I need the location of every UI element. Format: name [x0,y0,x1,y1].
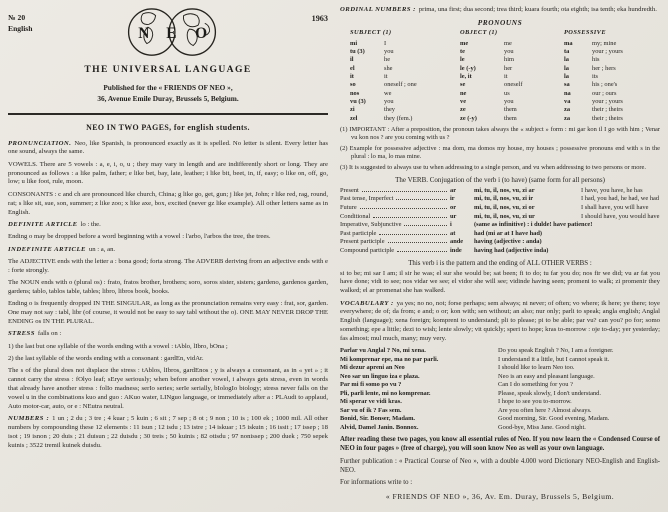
object-english: her [504,64,513,72]
subject-neo: tu (3) [350,48,365,55]
object-neo: le [460,56,465,64]
verb-translation: I shall have, you will have [581,204,649,212]
object-english: them [504,114,517,122]
object-english: it [504,72,508,80]
verb-forms: having had (adjective inda) [474,246,549,254]
paragraph-vocabulary [340,300,660,344]
dotted-leader [379,234,447,235]
verb-tense-label: Compound participle [340,246,395,254]
svg-text:N: N [138,24,150,42]
verb-row [340,195,660,204]
phrase-neo: Pli, parli lente, mi no komprenar. [340,389,431,397]
paragraph-ordinal-numbers [340,6,660,15]
publisher-address: 36, Avenue Emile Duray, Brussels 5, Belgium. [97,94,239,104]
possessive-english: their ; theirs [592,114,623,122]
section-text: The NOUN ends with o (plural os) : frato, fratos brother, brothers; soro, soros sister, sisters; gardeno, gardenos garden, gardens; tablo, tablos table, tables; libro, libros book, books. [8,279,328,295]
subject-english: they [384,106,396,114]
subject-english: you [384,97,394,105]
object-english: us [504,89,510,97]
verb-row [340,238,660,247]
possessive-neo: ma [564,39,573,47]
verb-tense-cell [340,221,450,230]
verb-tense-cell [340,230,450,239]
section-lead: DEFINITE ARTICLE [8,220,78,228]
paragraph [8,279,328,297]
two-column-layout [8,6,660,508]
pronouns-header-object: OBJECT (1) [460,29,498,37]
paragraph [8,258,328,276]
paragraph [8,221,328,230]
verb-row [340,204,660,213]
subject-english: she [384,64,393,72]
verb-pattern-note: This verb i is the pattern and the ending of ALL OTHER VERBS : [408,259,592,267]
edition-language: English [8,24,33,34]
subject-neo: zel [350,114,358,122]
section-lead: VOCABULARY : [340,299,394,307]
subject-neo: el [350,64,355,72]
phrase-english: Neo is an easy and pleasant language. [498,372,595,380]
section-lead: NUMBERS : [8,415,50,423]
section-text: 1 un ; 2 du ; 3 tre ; 4 kuar ; 5 kuin ; 6 sit ; 7 sep ; 8 ot ; 9 non ; 10 is ; 100 ek ; 1000 mil. All other numbers by compounding these 12 elements : 11 isun ; 12 isdu ; 13 istre ; 14 iskuar ; 15 iskuin ; 16 issit ; 17 issep ; 18 isot ; 19 isnon ; 20 duis ; 21 duisun ; 22 duisdu ; 30 treis ; 50 kuinis ; 82 otisdu ; 97 nonissep ; 200 duek ; 750 sepek kuinis ; 3522 tremil kuinek duisdu. [8,415,329,449]
phrase-english: I hope to see you to-morrow. [498,398,572,406]
page-title: THE UNIVERSAL LANGUAGE [84,64,252,75]
subject-neo: mi [350,39,358,47]
possessive-neo: la [564,56,569,64]
contact-address: « FRIENDS OF NEO », 36, Av. Em. Duray, Brussels 5, Belgium. [385,492,615,502]
possessive-english: your ; yours [592,48,623,55]
subject-neo: nos [350,89,360,97]
logo-letters [138,25,207,42]
possessive-neo: la [564,72,569,80]
verb-tense-cell [340,187,450,196]
object-neo: le (-y) [460,64,476,72]
possessive-english: her ; hers [592,64,616,72]
object-neo: te [460,48,465,55]
verb-ending: inde [450,246,462,254]
publisher-block [8,82,328,105]
pronouns-table [340,29,660,123]
section-lead: INDEFINITE ARTICLE [8,245,86,253]
possessive-neo: ta [564,48,570,55]
right-page-column [340,6,660,508]
paragraph [8,330,328,339]
horizontal-divider [8,113,328,115]
section-text: falls on : [37,330,62,338]
paragraph [8,191,328,218]
verb-row [340,221,660,230]
footnotes [340,126,660,172]
object-neo: ve [460,97,467,105]
verb-tense-label: Present participle [340,238,385,246]
closing-paragraph-promo: After reading these two pages, you know all essential rules of Neo. If you now learn the « Condensed Course of NEO in four pages » (free of charge), you will soon know Neo as well as your own language. [340,436,660,453]
verb-ending: at [450,229,456,237]
possessive-neo: za [564,106,571,114]
subject-english: you [384,48,394,55]
section-text: Ending o is frequently dropped IN THE SINGULAR, as long as the pronunciation remains very easy : frat, sor, garden. One may not say : tabl, libr (of course, it would not be easy to say tabl without the o). ONE MAY NEVER DROP THE ENDING os IN THE PLURAL. [8,300,328,325]
dotted-leader [362,191,447,192]
verb-ending: ir [450,195,455,203]
verb-forms: having (adjective : anda) [474,238,542,246]
object-neo: ze [460,106,466,114]
phrase-neo: Alvid, Damel Janin. Bonnox. [340,423,419,431]
verb-tense-cell [340,247,450,256]
paragraph [8,300,328,327]
possessive-english: their ; theirs [592,106,623,114]
verb-ending: ande [450,238,464,246]
phrase-neo: Mi sperar ve vidi kras. [340,398,402,406]
object-english: me [504,39,512,47]
verb-ending: ur [450,212,457,220]
section-text: The s of the plural does not displace the stress : tAblos, lIbros, gardEnos ; y is always a consonant, as in « yet » ; it cannot carry the stress : fOlyo leaf; sErye seriously; when before another vowel, i always gets stress, even in words that already have another stress : folIo madness; serIo series; serIe serially, bIologIo biology; stress never falls on the vowel u in the combinations kuo and guo : AKuo water, LINguo language, or immediately after a : PLAudi to applaud, Auto motor-car, auto, or e : NEutra neutral. [8,367,328,410]
possessive-neo: sa [564,81,570,89]
dotted-leader [397,251,447,252]
verb-translation: I should have, you would have [581,212,660,220]
phrase-neo: Mi komprenar epe, ma no par parli. [340,355,439,363]
possessive-neo: za [564,114,571,122]
verb-tense-cell [340,204,450,213]
section-text: 1) the last but one syllable of the words ending with a vowel : tAblo, lIbro, bOna ; [8,342,228,350]
section-text: CONSONANTS : c and ch are pronounced like church, China; g like go, get, gun; j like jet, John; r like red, rag, round, rat; s like sit, sue, son, summer; z like zoo; x like axe, box, excited (never gz like example). All other letters same as in English. [8,190,328,216]
verb-ending: or [450,204,457,212]
svg-text:O: O [195,24,208,42]
publisher-line: Published for the « FRIENDS OF NEO », [103,83,233,92]
phrase-list [340,347,660,432]
phrase-english: Good-bye, Miss Jane. Good night. [498,423,586,431]
object-english: oneself [504,81,523,89]
possessive-english: his [592,56,600,64]
verb-tense-cell [340,238,450,247]
closing-paragraph-write-to: For informations write to : [340,479,413,487]
subject-neo: vu (3) [350,97,366,105]
section-text: un : a, an. [88,245,116,253]
subject-english: I [384,39,387,47]
verb-conjugation-table [340,187,660,256]
issue-info [8,6,32,35]
verb-tense-cell [340,195,450,204]
possessive-neo: la [564,64,569,72]
paragraph-verb-examples: si to be; mi sar I am; il sir he was; el sur she would be; sat been; fi to do; tu far you do; nos fir we did; vu ar fat you have done; vidi to see; nos vidar we see; el vidor she will see; vidinde having seen; promeni to walk; zi promenir they walked; el ar promenat she has walked. [340,269,660,295]
verb-tense-label: Conditional [340,212,371,220]
object-neo: le, it [460,72,472,80]
verb-forms: mi, tu, il, nos, vu, zi ur [474,212,535,220]
dotted-leader [396,199,447,200]
possessive-english: his ; one's [592,81,618,89]
verb-forms: (same as infinitive) : i dulde! have patience! [474,221,593,229]
verb-translation: I had, you had, he had, we had [581,195,660,203]
verb-section-heading: The VERB. Conjugation of the verb i (to have) (same form for all persons) [395,175,605,184]
dotted-leader [373,217,447,218]
subject-english: he [384,56,391,64]
subject-english: they (fem.) [384,114,413,122]
neo-globes-logo-icon [120,6,224,60]
issue-number: № 20 [8,13,26,22]
verb-forms: had (mi ar at I have had) [474,229,543,237]
subject-neo: it [350,72,354,80]
footnote: (2) Example for possessive adjective : ma dom, ma domos my house, my houses ; possessive pronouns end with s in the plural : lo ma, lo mas mine. [340,144,660,161]
verb-forms: mi, tu, il, nos, vu, zi ar [474,186,535,194]
masthead [8,6,328,62]
dotted-leader [360,208,447,209]
paragraph [8,233,328,242]
dotted-leader [404,225,447,226]
verb-row [340,213,660,222]
left-paragraphs [8,140,328,451]
possessive-english: my; mine [592,39,617,47]
phrase-english: Are you often here ? Almost always. [498,406,592,414]
verb-row [340,230,660,239]
possessive-neo: na [564,89,571,97]
possessive-english: our ; ours [592,89,617,97]
phrase-english: Can I do something for you ? [498,381,573,389]
section-text: lo : the. [80,220,101,228]
section-text: ya yes; no no, not; forse perhaps; sem always; ni never; of often; vo where; ik here; ye there; toye everywhere; de of; da from; e and; o or; kon with; sen without; an also; nur only; parli to speak; angla english; Anglal English (language); xena foreign; kompreni to understand; pli to please; pi to be able; par vu? can you? po for; somo something; epe a little; dezi to wish; lente slowly; vit quickly; speri to hope; kras to-morrow : oje to-day; yer yesterday; fas almost; mul much, many; muy very. [340,299,660,342]
verb-forms: mi, tu, il, nos, vu, zi or [474,204,535,212]
section-text: Neo, like Spanish, is pronounced exactly as it is spelled. No letter is silent. Every letter has one sound, always the same. [8,139,328,156]
phrase-neo: Mi dezur apreni an Neo [340,364,405,372]
verb-tense-label: Present [340,186,359,194]
section-lead: ORDINAL NUMBERS : [340,6,416,13]
phrase-english: I should like to learn Neo too. [498,364,575,372]
paragraph [8,367,328,411]
closing-paragraph-publication: Further publication : « Practical Course of Neo », with a double 4.000 word Dictionary NEO-English and English-NEO. [340,457,660,474]
section-lead: STRESS [8,330,35,338]
phrase-neo: Parlar vu Anglal ? No, mi xena. [340,347,426,355]
phrase-neo: Bonid, Sir. Bonser, Madam. [340,415,415,423]
section-text: The ADJECTIVE ends with the letter a : bona good; forta strong. The ADVERB deriving from an adjective ends with e : forte strongly. [8,257,328,274]
subject-english: it [384,72,388,80]
subject-english: we [384,89,392,97]
verb-row [340,187,660,196]
section-text: prima, una first; dua second; trea third; kuara fourth; ota eighth; isa tenth; eka hundredth. [418,6,657,13]
paragraph [8,343,328,352]
object-english: him [504,56,514,64]
verb-ending: ar [450,186,457,194]
phrase-neo: Neo sar un linguo iza e plaza. [340,372,420,380]
left-page-column [8,6,328,508]
document-subtitle: NEO IN TWO PAGES, for english students. [86,122,250,132]
section-text: VOWELS. There are 5 vowels : a, e, i, o, u ; they may vary in length and are indifferently short or long. They are pronounced as follows : a like palm, father; e like bet, bay, late, leather; i like bit, beet, in, if, easy; o like on, off, go, low; u like foot, rule, moon. [8,160,328,186]
object-neo: ne [460,89,467,97]
dotted-leader [388,242,447,243]
footnote: (1) IMPORTANT : After a preposition, the pronoun takes always the « subject » form : mi gar kon il I go with him ; Venar vu kon nos ? are you coming with us ? [340,125,660,142]
phrase-english: Good morning, Sir. Good evening, Madam. [498,415,610,423]
verb-row [340,247,660,256]
subject-english: oneself ; one [384,81,417,89]
svg-text:E: E [166,24,177,42]
possessive-english: your ; yours [592,97,623,105]
pronouns-header-subject: SUBJECT (1) [350,29,392,37]
object-neo: me [460,39,469,47]
paragraph [8,140,328,158]
section-text: 2) the last syllable of the words ending with a consonant : gardEn, vidAr. [8,354,204,362]
footnote: (3) It is suggested to always use tu when addressing to a single person, and vu when addressing to two persons or more. [340,163,646,171]
subject-neo: so [350,81,356,89]
verb-ending: i [450,221,452,229]
phrase-english: Please, speak slowly, I don't understand. [498,389,601,397]
possessive-english: its [592,72,599,80]
subject-neo: il [350,56,354,64]
verb-forms: mi, tu, il, nos, vu, zi ir [474,195,534,203]
subject-neo: zi [350,106,355,114]
phrase-english: I understand it a little, but I cannot speak it. [498,355,610,363]
verb-tense-label: Past tense, Imperfect [340,195,394,203]
phrase-neo: Par mi fi somo po vu ? [340,381,402,389]
object-english: you [504,48,514,55]
possessive-neo: va [564,97,571,105]
pronouns-title: PRONOUNS [477,18,523,28]
paragraph [8,355,328,364]
pronouns-header-possessive: POSSESSIVE [564,29,607,37]
paragraph [8,246,328,255]
object-english: you [504,97,514,105]
verb-translation: I have, you have, he has [581,186,643,194]
verb-tense-label: Future [340,204,357,212]
paragraph [8,415,328,450]
section-text: Ending o may be dropped before a word beginning with a vowel : l'arbo, l'arbos the tree, the trees. [8,233,271,241]
paragraph [8,161,328,188]
object-neo: se [460,81,466,89]
verb-tense-cell [340,213,450,222]
object-neo: ze (-y) [460,114,477,122]
verb-tense-label: Past participle [340,229,377,237]
publication-year: 1963 [311,14,328,23]
phrase-english: Do you speak English ? No, I am a foreigner. [498,347,614,355]
verb-tense-label: Imperative, Subjunctive [340,221,402,229]
section-lead: PRONUNCIATION. [8,139,72,147]
object-english: them [504,106,517,114]
phrase-neo: Sar vu of ik ? Fas sem. [340,406,402,414]
